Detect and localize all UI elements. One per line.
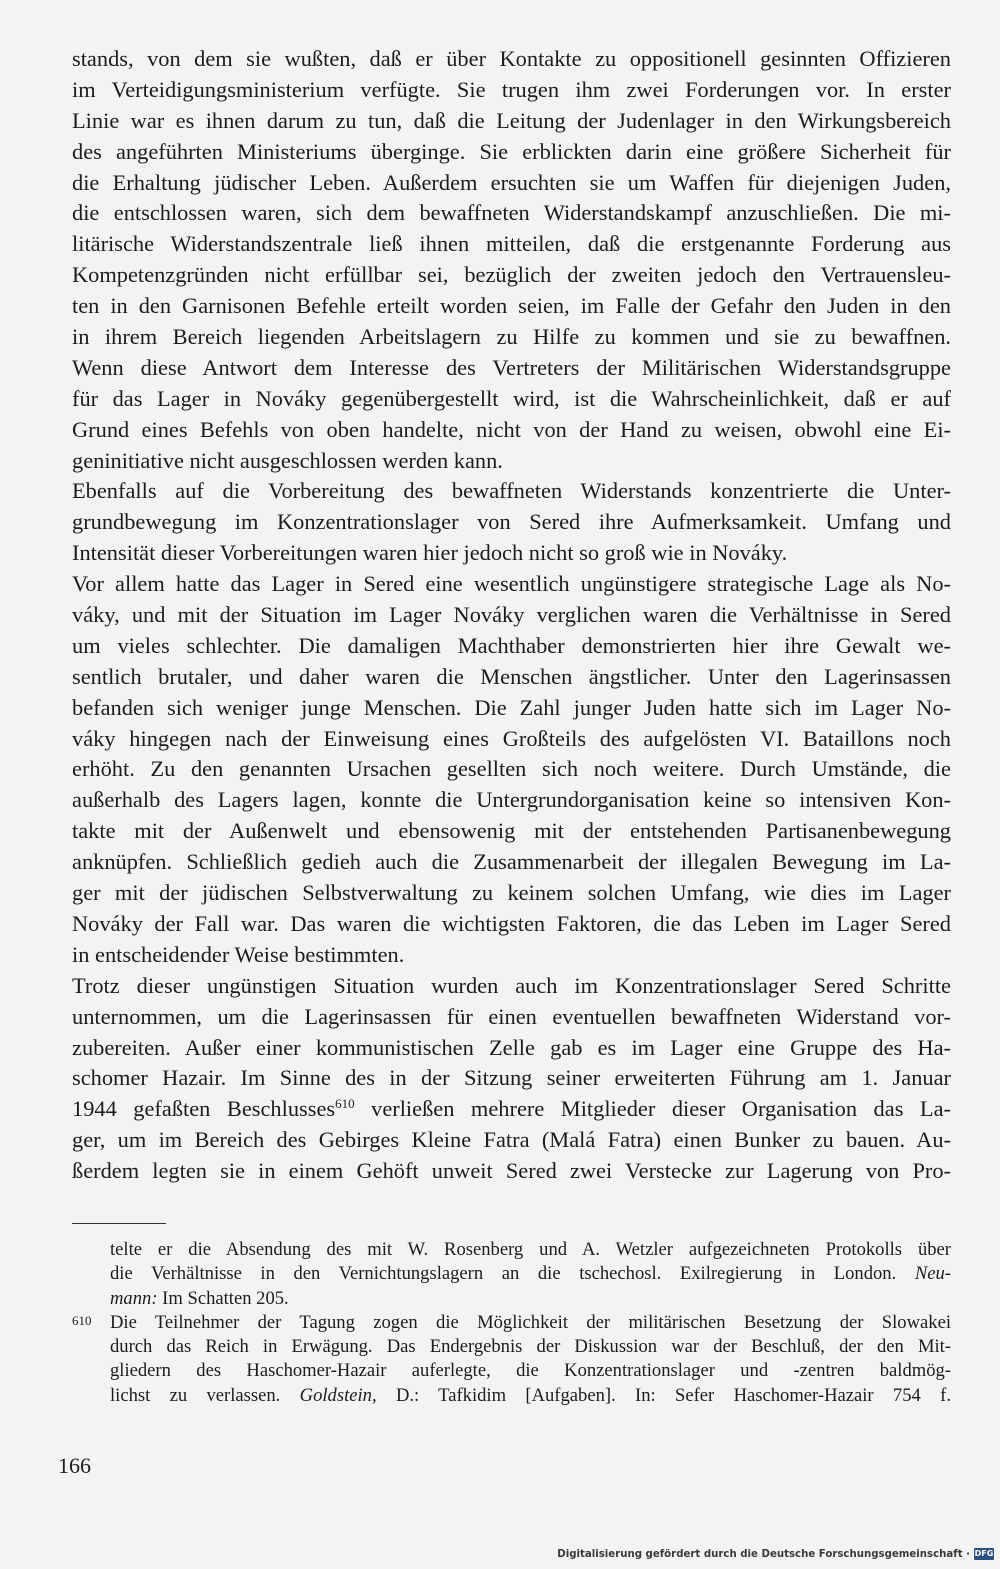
text-line: ger mit der jüdischen Selbstverwaltung zu keinem solchen Umfang, wie dies im Lager xyxy=(72,880,951,906)
text-line-with-footnote-ref xyxy=(72,1094,951,1125)
text-line: ßerdem legten sie in einem Gehöft unweit Sered zwei Verstecke zur Lagerung von Pro- xyxy=(72,1158,951,1184)
footnote-marker: 610 xyxy=(72,1313,92,1328)
footnote-line: gliedern des Haschomer-Hazair auferlegte, die Konzentrationslager und -zentren baldmög- xyxy=(110,1360,951,1382)
footnote-text: die Verhältnisse in den Vernichtungslagern an die tschechosl. Exilregierung in London. xyxy=(110,1263,897,1285)
footnote-text: lichst zu verlassen. xyxy=(110,1384,281,1406)
text-line: Kompetenzgründen nicht erfüllbar sei, bezüglich der zweiten jedoch den Vertrauensleu- xyxy=(72,262,951,288)
banner-text: Digitalisierung gefördert durch die Deutsche Forschungsgemeinschaft · xyxy=(557,1548,970,1560)
footnote-author: mann: xyxy=(110,1287,158,1309)
text-line: váky hingegen nach der Einweisung eines Großteils des aufgelösten VI. Bataillons noch xyxy=(72,725,951,751)
text-segment: verließen mehrere Mitglieder dieser Organisation das La- xyxy=(371,1096,951,1122)
text-line: stands, von dem sie wußten, daß er über Kontakte zu oppositionell gesinnten Offizieren xyxy=(72,46,951,71)
text-line: im Verteidigungsministerium verfügte. Sie trugen ihm zwei Forderungen vor. In erster xyxy=(72,76,951,102)
dfg-logo-icon: DFG xyxy=(974,1549,994,1558)
text-line: für das Lager in Nováky gegenübergestellt wird, ist die Wahrscheinlichkeit, daß er auf xyxy=(72,385,951,411)
text-line: ten in den Garnisonen Befehle erteilt worden seien, im Falle der Gefahr den Juden in den xyxy=(72,293,951,319)
text-line: anknüpfen. Schließlich gedieh auch die Zusammenarbeit der illegalen Bewegung im La- xyxy=(72,849,951,875)
text-line: unternommen, um die Lagerinsassen für einen eventuellen bewaffneten Widerstand vor- xyxy=(72,1003,951,1029)
text-line: schomer Hazair. Im Sinne des in der Sitzung seiner erweiterten Führung am 1. Januar xyxy=(72,1065,951,1091)
page-number: 166 xyxy=(58,1453,91,1478)
footnote-line xyxy=(72,1384,951,1408)
text-line: váky, und mit der Situation im Lager Nováky verglichen waren die Verhältnisse in Sered xyxy=(72,602,951,628)
main-text-block xyxy=(72,44,951,1187)
text-line: außerhalb des Lagers lagen, konnte die Untergrundorganisation keine so intensiven Kon- xyxy=(72,787,951,813)
digitization-banner xyxy=(557,1547,994,1561)
footnote-author: Neu- xyxy=(914,1263,951,1285)
text-line: Ebenfalls auf die Vorbereitung des bewaffneten Widerstands konzentrierte die Unter- xyxy=(72,478,951,504)
text-line: Grund eines Befehls von oben handelte, nicht von der Hand zu weisen, obwohl eine Ei- xyxy=(72,416,951,442)
footnote-author: Goldstein, xyxy=(299,1384,377,1406)
footnote-reference[interactable]: 610 xyxy=(335,1096,355,1112)
text-line: die entschlossen waren, sich dem bewaffneten Widerstandskampf anzuschließen. Die mi- xyxy=(72,200,951,226)
footnote-separator xyxy=(72,1223,166,1224)
text-line: Nováky der Fall war. Das waren die wichtigsten Faktoren, die das Leben im Lager Sered xyxy=(72,910,951,936)
footnote-line: durch das Reich in Erwägung. Das Endergebnis der Diskussion war der Beschluß, der den Mit- xyxy=(110,1336,951,1358)
text-line: sentlich brutaler, und daher waren die Menschen ängstlicher. Unter den Lagerinsassen xyxy=(72,663,951,689)
text-line: erhöht. Zu den genannten Ursachen gesellten sich noch weitere. Durch Umstände, die xyxy=(72,756,951,782)
footnotes-block xyxy=(72,1238,951,1408)
text-line: in entscheidender Weise bestimmten. xyxy=(72,941,405,967)
text-line: geninitiative nicht ausgeschlossen werden kann. xyxy=(72,447,503,473)
text-line: in ihrem Bereich liegenden Arbeitslagern zu Hilfe zu kommen und sie zu bewaffnen. xyxy=(72,324,951,350)
footnote-text: D.: Tafkidim [Aufgaben]. In: Sefer Haschomer-Hazair 754 f. xyxy=(395,1384,951,1406)
text-line: grundbewegung im Konzentrationslager von Sered ihre Aufmerksamkeit. Umfang und xyxy=(72,509,951,535)
text-line: die Erhaltung jüdischer Leben. Außerdem ersuchten sie um Waffen für diejenigen Juden, xyxy=(72,169,951,195)
footnote-line xyxy=(72,1262,951,1286)
footnote-line xyxy=(72,1287,951,1311)
text-line: zubereiten. Außer einer kommunistischen Zelle gab es im Lager eine Gruppe des Ha- xyxy=(72,1034,951,1060)
footnote-text: Im Schatten 205. xyxy=(162,1287,289,1309)
text-line: Trotz dieser ungünstigen Situation wurden auch im Konzentrationslager Sered Schritte xyxy=(72,972,951,998)
text-segment: 1944 gefaßten Beschlusses xyxy=(72,1096,336,1122)
text-line: Wenn diese Antwort dem Interesse des Vertreters der Militärischen Widerstandsgruppe xyxy=(72,354,951,380)
footnote-line: telte er die Absendung des mit W. Rosenberg und A. Wetzler aufgezeichneten Protokolls über xyxy=(110,1239,951,1260)
text-line: Vor allem hatte das Lager in Sered eine wesentlich ungünstigere strategische Lage als No- xyxy=(72,571,951,597)
text-line: Intensität dieser Vorbereitungen waren hier jedoch nicht so groß wie in Nováky. xyxy=(72,540,788,566)
text-line: befanden sich weniger junge Menschen. Die Zahl junger Juden hatte sich im Lager No- xyxy=(72,694,951,720)
text-line: des angeführten Ministeriums überginge. Sie erblickten darin eine größere Sicherheit für xyxy=(72,138,951,164)
footnote-line: Die Teilnehmer der Tagung zogen die Möglichkeit der militärischen Besetzung der Slowakei xyxy=(110,1311,951,1333)
text-line: ger, um im Bereich des Gebirges Kleine Fatra (Malá Fatra) einen Bunker zu bauen. Au- xyxy=(72,1127,951,1153)
text-line: takte mit der Außenwelt und ebensowenig mit der entstehenden Partisanenbewegung xyxy=(72,818,951,844)
text-line: litärische Widerstandszentrale ließ ihnen mitteilen, daß die erstgenannte Forderung aus xyxy=(72,231,951,257)
text-line: um vieles schlechter. Die damaligen Machthaber demonstrierten hier ihre Gewalt we- xyxy=(72,632,951,658)
text-line: Linie war es ihnen darum zu tun, daß die Leitung der Judenlager in den Wirkungsbereich xyxy=(72,107,951,133)
